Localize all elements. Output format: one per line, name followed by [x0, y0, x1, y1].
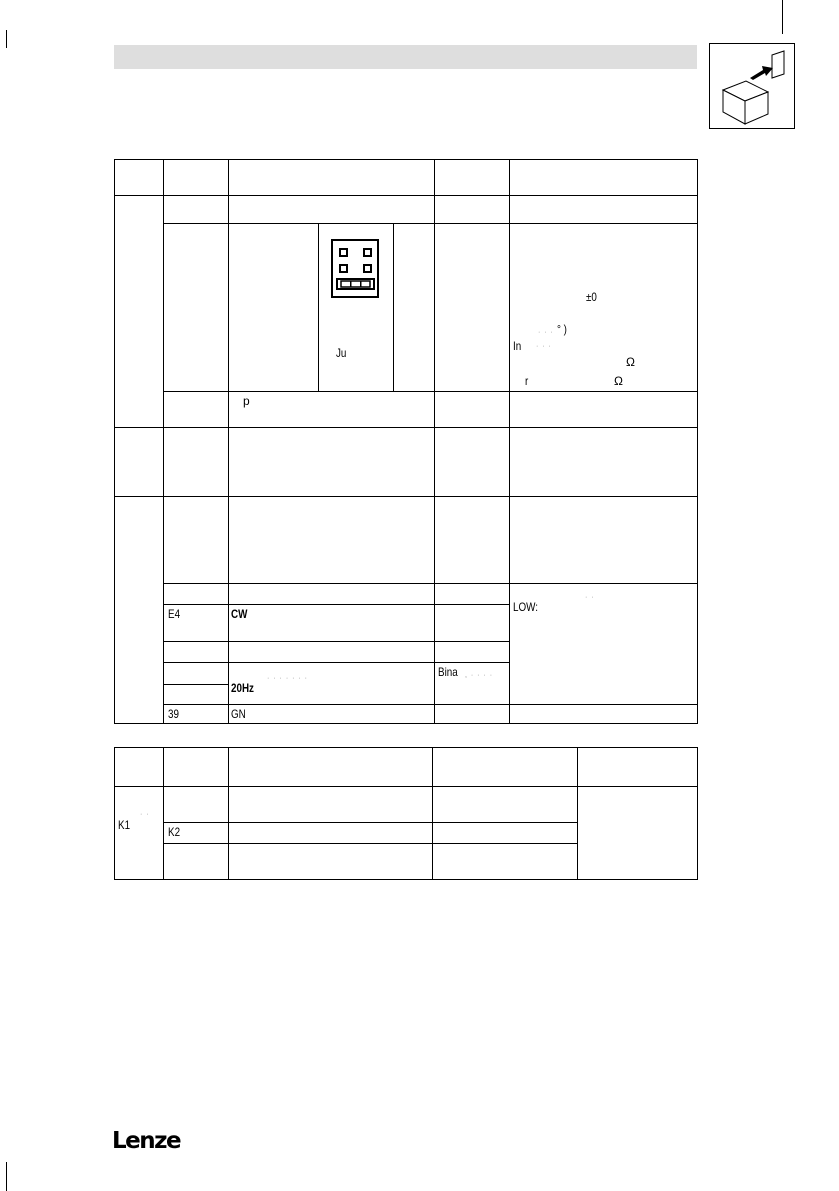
r-label: r: [525, 374, 529, 388]
voltage-plus-minus-text: ±0: [586, 290, 597, 304]
binary-label: Bina: [438, 665, 458, 679]
ohm-symbol-1: Ω: [626, 355, 635, 369]
row-39-name: GN: [231, 707, 246, 721]
input-label: In: [513, 339, 522, 353]
low-level-label: LOW:: [513, 600, 538, 614]
faded-text-1: · · ·: [538, 329, 554, 336]
freq-20hz-label: 20Hz: [231, 681, 254, 695]
faded-text-4: , · · · ·: [465, 672, 494, 679]
faded-text-3: · ·: [585, 594, 595, 601]
degree-paren-text: ° ): [557, 322, 567, 336]
e4-terminal-name: CW: [231, 607, 248, 621]
relay-k1-label: K1: [118, 818, 131, 832]
jumper-label: Ju: [336, 346, 347, 360]
ohm-symbol-2: Ω: [614, 374, 623, 388]
relay-k2-label: K2: [168, 825, 181, 839]
lenze-logo: Lenze: [112, 1128, 181, 1154]
faded-text-2: · · ·: [536, 343, 552, 350]
faded-text-5: · · · · · · ·: [267, 675, 308, 682]
e4-terminal-id: E4: [168, 607, 181, 621]
row-39-id: 39: [168, 707, 179, 721]
faded-text-6: · ·: [140, 811, 150, 818]
jumper-p-text: p: [243, 394, 250, 408]
